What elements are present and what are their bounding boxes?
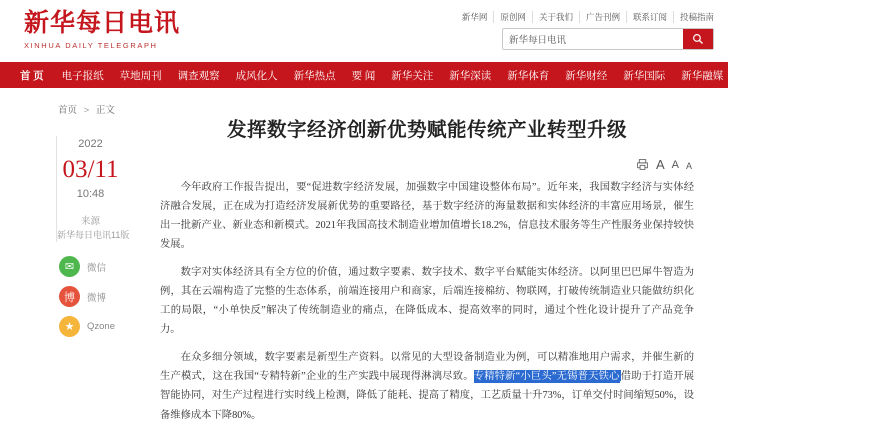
font-size-small-button[interactable]: A <box>685 161 692 171</box>
search-input[interactable] <box>503 29 683 49</box>
nav-item-8[interactable]: 新华深读 <box>449 70 492 82</box>
para1-part1: 加强数字中国建设整体布局” <box>405 182 537 193</box>
nav-item-11[interactable]: 新华国际 <box>623 70 666 82</box>
share-label-qzone: Qzone <box>87 321 115 333</box>
publish-monthday: 03/11 <box>62 155 119 183</box>
article-main <box>138 88 728 421</box>
nav-item-9[interactable]: 新华体育 <box>507 70 550 82</box>
para1-part2: 。近年来，我国数字经济与实体经济融合发展，正在成为打造经济发展新优势的重要路径，基于数字经济的海量数据和实体经济的丰富应用场景，催生出一批新产业、新业态和新模式。2021年我国高技术制造业增加值增长18.2%，信息技术服务等生产性服务业保持较快发展。 <box>160 182 694 251</box>
wechat-icon: ✉ <box>59 256 80 277</box>
printer-icon[interactable] <box>636 158 649 171</box>
nav-item-6[interactable]: 要 闻 <box>351 70 376 82</box>
nav-item-2[interactable]: 草地周刊 <box>119 70 162 82</box>
share-item-qzone[interactable] <box>59 316 115 337</box>
share-item-weibo[interactable] <box>59 286 106 307</box>
breadcrumb-home[interactable]: 首页 <box>58 105 78 116</box>
share-label-wechat: 微信 <box>87 262 107 274</box>
search-icon <box>692 33 704 45</box>
article-paragraph-1 <box>160 178 694 254</box>
breadcrumb <box>58 102 138 116</box>
nav-item-14[interactable]: 医卫健康 <box>797 70 840 82</box>
header-right <box>456 11 714 50</box>
top-link-1[interactable]: 原创网 <box>494 11 533 23</box>
font-size-medium-button[interactable]: A <box>671 159 679 171</box>
para1-part0: 今年政府工作报告提出，要“促进数字经济发展， <box>180 182 406 193</box>
page-body <box>0 88 728 421</box>
publish-time: 10:48 <box>76 187 105 200</box>
share-label-weibo: 微博 <box>87 292 107 304</box>
para3-part2: 借助于打造开展智能协同，对生产过程进行实时线上检测，降低了能耗、提高了精度，工艺质量十升73%，订单交付时间缩短50%，设备维修成本下降80%。 <box>160 371 695 421</box>
article-tools <box>160 158 694 171</box>
publish-date-block <box>56 136 130 242</box>
nav-item-3[interactable]: 调查观察 <box>177 70 220 82</box>
search-button[interactable] <box>683 29 713 49</box>
article-paragraph-2 <box>160 263 694 339</box>
page-title: 发挥数字经济创新优势赋能传统产业转型升级 <box>226 120 627 141</box>
font-size-large-button[interactable]: A <box>655 157 665 172</box>
site-logo[interactable] <box>24 11 180 49</box>
nav-item-1[interactable]: 电子报纸 <box>61 70 104 82</box>
top-link-0[interactable]: 新华网 <box>456 11 495 23</box>
logo-title-en: XINHUA DAILY TELEGRAPH <box>24 40 158 50</box>
selected-text-highlight[interactable]: 专精特新“小巨头”无锡普天铁心 <box>473 371 620 383</box>
breadcrumb-current: 正文 <box>95 105 115 116</box>
nav-item-4[interactable]: 成风化人 <box>235 70 278 82</box>
para3-part0: 在众多细分领域，数字要素是新型生产资料。以常见的大型设备制造业为例，可以精准地用户需求，并催生新的生产模式，这在我国“专精特新”企业的生产实践中展现得淋漓尽致。 <box>160 352 694 383</box>
search-box[interactable] <box>502 28 714 50</box>
nav-item-0[interactable]: 首 页 <box>20 70 44 82</box>
source-name: 新华每日电讯11版 <box>57 229 130 240</box>
nav-item-12[interactable]: 新华融媒 <box>681 70 724 82</box>
nav-item-10[interactable]: 新华财经 <box>565 70 608 82</box>
top-link-2[interactable]: 关于我们 <box>533 11 580 23</box>
nav-item-13[interactable]: 精彩专题 <box>739 70 782 82</box>
site-header <box>0 0 728 62</box>
source-label: 来源 <box>80 215 100 227</box>
main-nav <box>0 62 887 88</box>
logo-title-cn: 新华每日电讯 <box>24 10 181 38</box>
article-paragraph-3 <box>160 348 694 424</box>
top-link-3[interactable]: 广告刊例 <box>580 11 627 23</box>
top-link-bar <box>456 11 714 23</box>
para2-part0: 数字对实体经济具有全方位的价值，通过数字要素、数字技术、数字平台赋能实体经济。以阿里巴巴犀牛智造为例，其在云端构造了完整的生态体系，前端连接用户和商家，后端连接棉纺、物联网，打破传统制造业只能做纺织化工的局限，“小单快反”解决了传统制造业的痛点，在降低成本、提高效率的同时，通过个性化设计提升了产品竞争力。 <box>160 267 694 336</box>
share-item-wechat[interactable] <box>59 256 106 277</box>
share-list <box>58 256 138 337</box>
article-sidebar <box>0 88 138 400</box>
qzone-icon: ★ <box>59 316 80 337</box>
publish-year: 2022 <box>78 138 103 150</box>
breadcrumb-separator: > <box>83 105 90 116</box>
top-link-5[interactable]: 投稿指南 <box>679 12 714 22</box>
nav-item-7[interactable]: 新华关注 <box>391 70 434 82</box>
nav-item-5[interactable]: 新华热点 <box>293 70 336 82</box>
top-link-4[interactable]: 联系订阅 <box>627 11 674 23</box>
nav-item-15[interactable]: 看天下 <box>855 70 887 82</box>
weibo-icon: 博 <box>59 286 80 307</box>
